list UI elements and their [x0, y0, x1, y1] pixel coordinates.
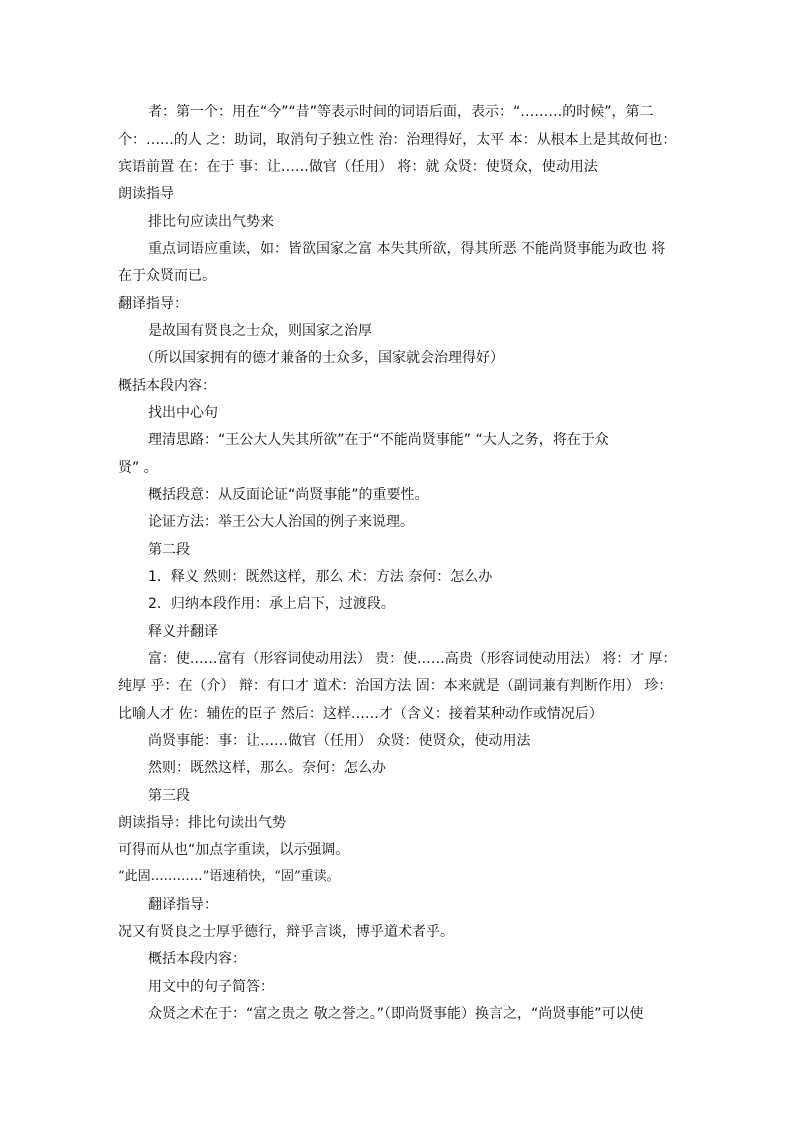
text-line: 尚贤事能：事：让……做官（任用） 众贤：使贤众，使动用法 [148, 733, 531, 749]
text-line: 在于众贤而已。 [118, 268, 216, 284]
text-line: 论证方法：举王公大人治国的例子来说理。 [148, 514, 414, 530]
section-heading: 朗读指导 [118, 186, 174, 202]
section-heading: 第三段 [148, 788, 190, 804]
text-line: “此固…………”语速稍快，“固”重读。 [118, 869, 340, 884]
text-line: 理清思路：“王公大人失其所欲”在于“不能尚贤事能” “大人之务，将在于众 [148, 432, 609, 448]
text-line: 比喻人才 佐：辅佐的臣子 然后：这样……才（含义：接着某种动作或情况后） [118, 706, 603, 722]
text-line: 排比句应读出气势来 [148, 214, 274, 230]
section-heading: 概括本段内容： [118, 378, 216, 394]
text-line: 者：第一个：用在“今”“昔”等表示时间的词语后面，表示：“………的时候”，第二 [148, 104, 654, 120]
text-line: 贤” 。 [118, 460, 158, 476]
text-line: 富：使……富有（形容词使动用法） 贵：使……高贵（形容词使动用法） 将：才 厚： [148, 651, 677, 667]
text-line: 宾语前置 在：在于 事：让……做官（任用） 将：就 众贤：使贤众，使动用法 [118, 159, 598, 175]
text-line: 找出中心句 [148, 405, 218, 421]
text-line: 况又有贤良之士厚乎德行，辩乎言谈，博乎道术者乎。 [118, 924, 454, 940]
text-line: 1．释义 然则：既然这样，那么 术：方法 奈何：怎么办 [148, 569, 493, 585]
text-line: （所以国家拥有的德才兼备的士众多，国家就会治理得好） [140, 350, 504, 366]
text-line: 然则：既然这样，那么。奈何：怎么办 [148, 760, 386, 776]
section-heading: 翻译指导： [118, 296, 188, 312]
section-heading: 翻译指导： [148, 897, 218, 913]
text-line: 是故国有贤良之士众，则国家之治厚 [148, 323, 372, 339]
text-line: 概括段意：从反面论证“尚贤事能”的重要性。 [148, 487, 429, 503]
text-line: 个：……的人 之：助词，取消句子独立性 治：治理得好，太平 本：从根本上是其故何也： [118, 132, 677, 148]
section-heading: 释义并翻译 [148, 624, 218, 640]
text-line: 朗读指导：排比句读出气势 [118, 815, 286, 831]
text-line: 纯厚 乎：在（介） 辩：有口才 道术：治国方法 固：本来就是（副词兼有判断作用） 珍： [118, 678, 673, 694]
text-line: 2．归纳本段作用：承上启下，过渡段。 [148, 596, 395, 612]
text-line: 重点词语应重读，如：皆欲国家之富 本失其所欲，得其所恶 不能尚贤事能为政也 将 [148, 241, 666, 257]
text-line: 众贤之术在于：“富之贵之 敬之誉之。”（即尚贤事能）换言之，“尚贤事能”可以使 [148, 1006, 644, 1022]
section-heading: 第二段 [148, 542, 190, 558]
text-line: 用文中的句子简答： [148, 979, 274, 995]
text-line: 可得而从也“加点字重读，以示强调。 [118, 842, 350, 858]
section-heading: 概括本段内容： [148, 951, 246, 967]
